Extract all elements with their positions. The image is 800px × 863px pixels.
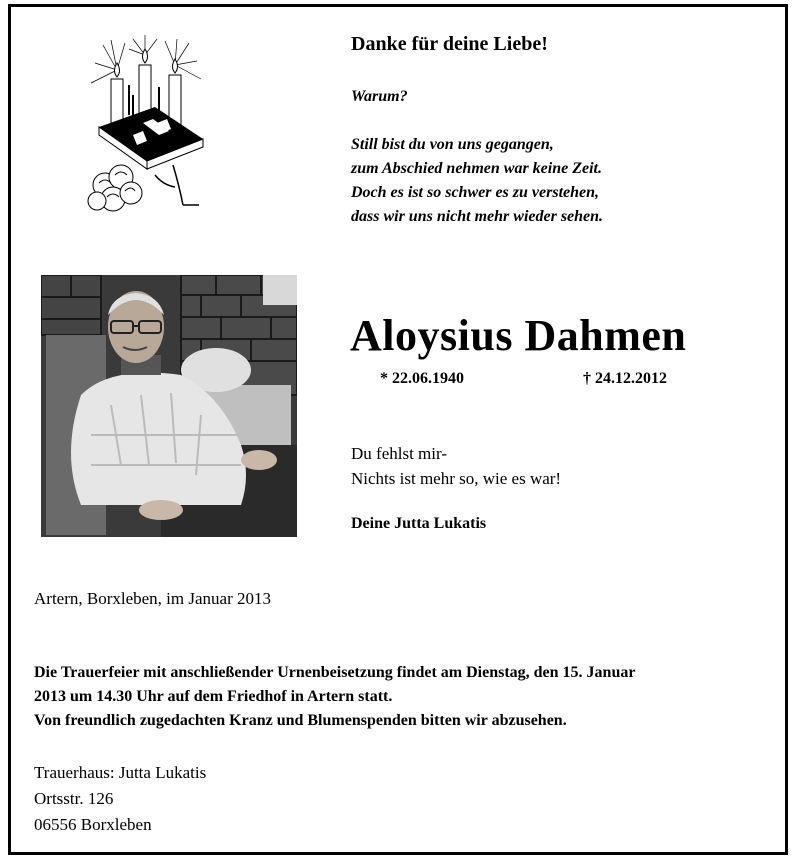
portrait-photo [41, 275, 297, 537]
poem-question: Warum? [351, 88, 408, 105]
poem-lines [351, 133, 603, 229]
signature: Deine Jutta Lukatis [351, 515, 487, 532]
notice-line: 2013 um 14.30 Uhr auf dem Friedhof in Artern statt. [34, 688, 393, 705]
personal-message [351, 441, 561, 491]
message-line: Nichts ist mehr so, wie es war! [351, 469, 562, 488]
place-date: Artern, Borxleben, im Januar 2013 [34, 589, 271, 608]
candles-bible-cross-icon [85, 35, 210, 220]
address-line: Ortsstr. 126 [34, 789, 114, 808]
birth-date: * 22.06.1940 [380, 370, 464, 387]
poem-line: zum Abschied nehmen war keine Zeit. [351, 160, 602, 177]
message-line: Du fehlst mir- [351, 444, 447, 463]
poem-line: Still bist du von uns gegangen, [351, 136, 554, 153]
funeral-notice [34, 661, 635, 733]
deceased-name: Aloysius Dahmen [350, 311, 687, 360]
notice-line: Von freundlich zugedachten Kranz und Blumenspenden bitten wir abzusehen. [34, 712, 567, 729]
death-date: † 24.12.2012 [583, 370, 667, 387]
mourning-house-address [34, 760, 206, 838]
poem-line: Doch es ist so schwer es zu verstehen, [351, 184, 600, 201]
poem-title: Danke für deine Liebe! [351, 33, 548, 55]
poem-line: dass wir uns nicht mehr wieder sehen. [351, 208, 604, 225]
address-line: 06556 Borxleben [34, 815, 152, 834]
notice-line: Die Trauerfeier mit anschließender Urnenbeisetzung findet am Dienstag, den 15. Januar [34, 664, 636, 681]
address-line: Trauerhaus: Jutta Lukatis [34, 763, 207, 782]
